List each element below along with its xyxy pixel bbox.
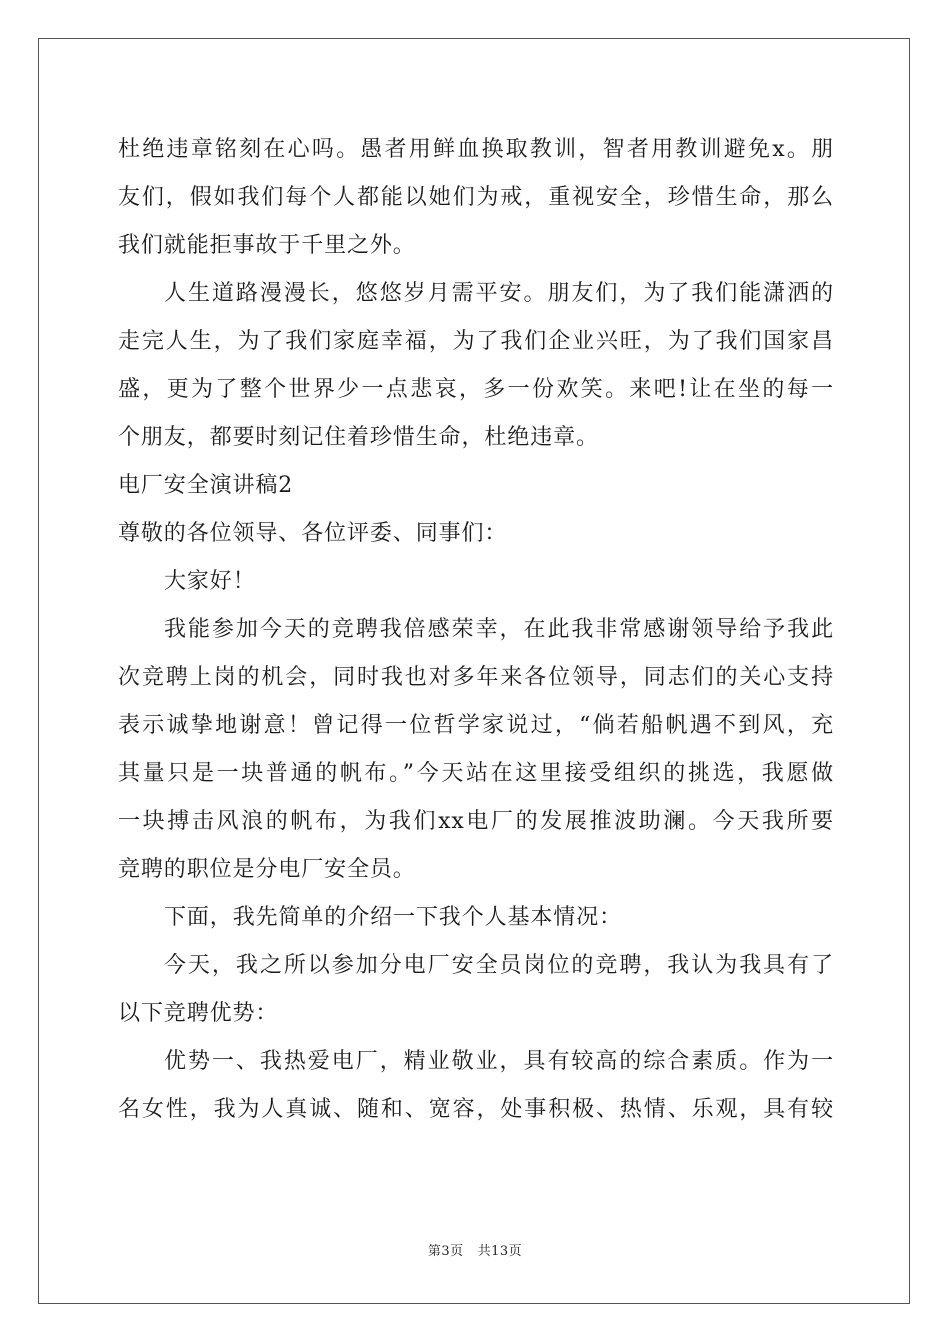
page-footer — [0, 1240, 950, 1259]
text-line: 下面，我先简单的介绍一下我个人基本情况： — [164, 905, 623, 930]
page-total: 共13页 — [477, 1244, 523, 1259]
section-heading: 电厂安全演讲稿2 — [118, 473, 294, 498]
text-line: 名女性，我为人真诚、随和、宽容，处事积极、热情、乐观，具有较 — [118, 1097, 834, 1122]
text-line: 走完人生，为了我们家庭幸福，为了我们企业兴旺，为了我们国家昌 — [118, 329, 834, 354]
text-line: 一块搏击风浪的帆布，为我们xx电厂的发展推波助澜。今天我所要 — [118, 809, 834, 834]
text-line: 次竞聘上岗的机会，同时我也对多年来各位领导，同志们的关心支持 — [118, 665, 834, 690]
text-line: 今天，我之所以参加分电厂安全员岗位的竞聘，我认为我具有了 — [164, 953, 834, 978]
text-line: 盛，更为了整个世界少一点悲哀，多一份欢笑。来吧!让在坐的每一 — [118, 377, 834, 402]
text-line: 杜绝违章铭刻在心吗。愚者用鲜血换取教训，智者用教训避免x。朋 — [118, 137, 834, 162]
text-line: 优势一、我热爱电厂，精业敬业，具有较高的综合素质。作为一 — [164, 1049, 834, 1074]
text-line: 竞聘的职位是分电厂安全员。 — [118, 857, 416, 882]
text-line: 我们就能拒事故于千里之外。 — [118, 233, 416, 258]
greeting: 大家好！ — [164, 569, 256, 594]
text-line: 表示诚挚地谢意！曾记得一位哲学家说过，“倘若船帆遇不到风，充 — [118, 713, 834, 738]
salutation: 尊敬的各位领导、各位评委、同事们： — [118, 521, 508, 546]
text-line: 个朋友，都要时刻记住着珍惜生命，杜绝违章。 — [118, 425, 599, 450]
text-line: 其量只是一块普通的帆布。”今天站在这里接受组织的挑选，我愿做 — [118, 761, 834, 786]
text-line: 我能参加今天的竞聘我倍感荣幸，在此我非常感谢领导给予我此 — [164, 617, 834, 642]
document-body — [118, 126, 834, 1134]
page-number: 第3页 — [427, 1244, 464, 1259]
text-line: 人生道路漫漫长，悠悠岁月需平安。朋友们，为了我们能潇洒的 — [164, 281, 834, 306]
text-line: 以下竞聘优势： — [118, 1001, 279, 1026]
text-line: 友们，假如我们每个人都能以她们为戒，重视安全，珍惜生命，那么 — [118, 185, 834, 210]
